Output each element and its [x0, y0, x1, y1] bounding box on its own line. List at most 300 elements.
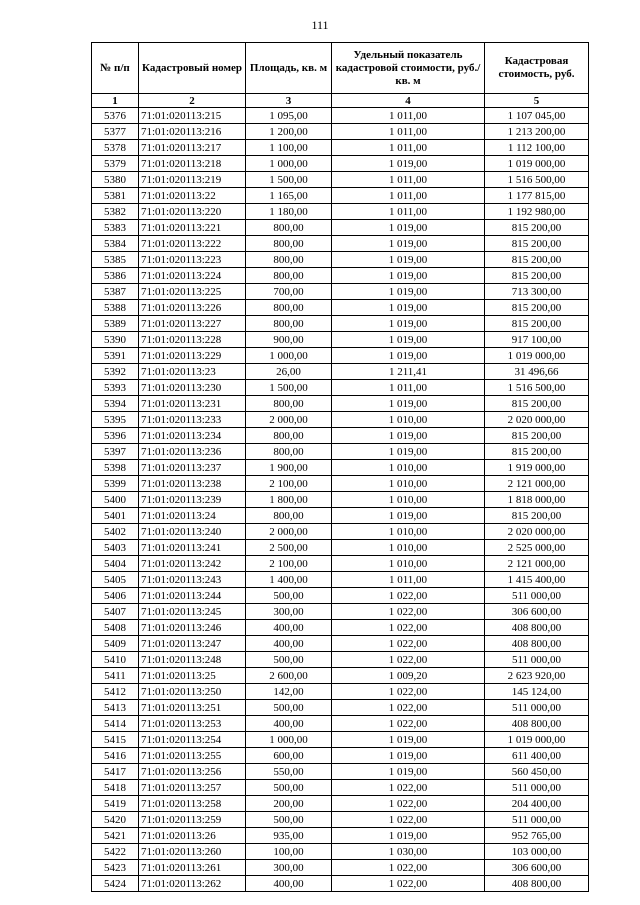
specific-value-cell: 1 022,00: [332, 636, 485, 652]
specific-value-cell: 1 011,00: [332, 204, 485, 220]
table-row: [92, 476, 589, 492]
cadastral-value-cell: 1 415 400,00: [485, 572, 589, 588]
cadastral-value-cell: 1 019 000,00: [485, 348, 589, 364]
area-cell: 800,00: [246, 268, 332, 284]
row-number-cell: 5419: [92, 796, 139, 812]
specific-value-cell: 1 010,00: [332, 540, 485, 556]
row-number-cell: 5377: [92, 124, 139, 140]
cadastral-value-cell: 408 800,00: [485, 716, 589, 732]
cadastral-value-cell: 408 800,00: [485, 636, 589, 652]
area-cell: 300,00: [246, 604, 332, 620]
table-row: [92, 444, 589, 460]
specific-value-cell: 1 019,00: [332, 284, 485, 300]
cadastral-number-cell: 71:01:020113:246: [139, 620, 246, 636]
column-index: 5: [485, 94, 589, 108]
specific-value-cell: 1 022,00: [332, 796, 485, 812]
column-header-cadastral-number: Кадастровый номер: [139, 43, 246, 94]
area-cell: 800,00: [246, 236, 332, 252]
table-row: [92, 700, 589, 716]
area-cell: 900,00: [246, 332, 332, 348]
row-number-cell: 5399: [92, 476, 139, 492]
area-cell: 400,00: [246, 620, 332, 636]
area-cell: 800,00: [246, 444, 332, 460]
cadastral-number-cell: 71:01:020113:231: [139, 396, 246, 412]
cadastral-value-cell: 306 600,00: [485, 604, 589, 620]
specific-value-cell: 1 022,00: [332, 684, 485, 700]
cadastral-value-cell: 815 200,00: [485, 268, 589, 284]
row-number-cell: 5396: [92, 428, 139, 444]
table-row: [92, 588, 589, 604]
cadastral-value-cell: 1 516 500,00: [485, 172, 589, 188]
area-cell: 200,00: [246, 796, 332, 812]
table-row: [92, 652, 589, 668]
cadastral-number-cell: 71:01:020113:234: [139, 428, 246, 444]
column-header-cadastral-value: Кадастровая стоимость, руб.: [485, 43, 589, 94]
table-row: [92, 172, 589, 188]
cadastral-value-cell: 145 124,00: [485, 684, 589, 700]
specific-value-cell: 1 010,00: [332, 476, 485, 492]
row-number-cell: 5405: [92, 572, 139, 588]
table-row: [92, 540, 589, 556]
cadastral-number-cell: 71:01:020113:251: [139, 700, 246, 716]
cadastral-number-cell: 71:01:020113:247: [139, 636, 246, 652]
specific-value-cell: 1 019,00: [332, 236, 485, 252]
row-number-cell: 5386: [92, 268, 139, 284]
table-row: [92, 124, 589, 140]
cadastral-number-cell: 71:01:020113:22: [139, 188, 246, 204]
column-index: 2: [139, 94, 246, 108]
area-cell: 1 200,00: [246, 124, 332, 140]
table-row: [92, 844, 589, 860]
table-row: [92, 684, 589, 700]
row-number-cell: 5390: [92, 332, 139, 348]
area-cell: 1 900,00: [246, 460, 332, 476]
table-row: [92, 348, 589, 364]
specific-value-cell: 1 019,00: [332, 828, 485, 844]
cadastral-number-cell: 71:01:020113:241: [139, 540, 246, 556]
cadastral-value-cell: 1 919 000,00: [485, 460, 589, 476]
cadastral-value-cell: 2 525 000,00: [485, 540, 589, 556]
cadastral-value-cell: 815 200,00: [485, 252, 589, 268]
area-cell: 1 500,00: [246, 380, 332, 396]
specific-value-cell: 1 011,00: [332, 188, 485, 204]
row-number-cell: 5397: [92, 444, 139, 460]
cadastral-number-cell: 71:01:020113:243: [139, 572, 246, 588]
cadastral-value-cell: 511 000,00: [485, 812, 589, 828]
area-cell: 935,00: [246, 828, 332, 844]
row-number-cell: 5402: [92, 524, 139, 540]
cadastral-number-cell: 71:01:020113:224: [139, 268, 246, 284]
cadastral-number-cell: 71:01:020113:215: [139, 108, 246, 124]
row-number-cell: 5378: [92, 140, 139, 156]
specific-value-cell: 1 022,00: [332, 588, 485, 604]
column-index-row: [92, 94, 589, 108]
cadastral-number-cell: 71:01:020113:25: [139, 668, 246, 684]
cadastral-value-cell: 511 000,00: [485, 780, 589, 796]
specific-value-cell: 1 009,20: [332, 668, 485, 684]
row-number-cell: 5416: [92, 748, 139, 764]
table-row: [92, 732, 589, 748]
cadastral-number-cell: 71:01:020113:216: [139, 124, 246, 140]
cadastral-value-cell: 560 450,00: [485, 764, 589, 780]
row-number-cell: 5381: [92, 188, 139, 204]
cadastral-value-cell: 815 200,00: [485, 508, 589, 524]
table-row: [92, 236, 589, 252]
column-index: 4: [332, 94, 485, 108]
row-number-cell: 5385: [92, 252, 139, 268]
area-cell: 2 500,00: [246, 540, 332, 556]
row-number-cell: 5393: [92, 380, 139, 396]
table-row: [92, 380, 589, 396]
table-row: [92, 636, 589, 652]
table-row: [92, 396, 589, 412]
row-number-cell: 5412: [92, 684, 139, 700]
page-number: 111: [311, 18, 329, 32]
cadastral-number-cell: 71:01:020113:230: [139, 380, 246, 396]
specific-value-cell: 1 022,00: [332, 876, 485, 892]
cadastral-value-cell: 815 200,00: [485, 396, 589, 412]
cadastral-number-cell: 71:01:020113:259: [139, 812, 246, 828]
area-cell: 142,00: [246, 684, 332, 700]
cadastral-number-cell: 71:01:020113:225: [139, 284, 246, 300]
area-cell: 100,00: [246, 844, 332, 860]
specific-value-cell: 1 010,00: [332, 556, 485, 572]
table-row: [92, 796, 589, 812]
cadastral-number-cell: 71:01:020113:250: [139, 684, 246, 700]
cadastral-value-cell: 815 200,00: [485, 300, 589, 316]
row-number-cell: 5376: [92, 108, 139, 124]
specific-value-cell: 1 019,00: [332, 156, 485, 172]
table-row: [92, 604, 589, 620]
cadastral-number-cell: 71:01:020113:237: [139, 460, 246, 476]
cadastral-value-cell: 1 019 000,00: [485, 732, 589, 748]
row-number-cell: 5415: [92, 732, 139, 748]
area-cell: 1 400,00: [246, 572, 332, 588]
cadastral-value-cell: 815 200,00: [485, 428, 589, 444]
cadastral-value-cell: 2 623 920,00: [485, 668, 589, 684]
row-number-cell: 5420: [92, 812, 139, 828]
row-number-cell: 5406: [92, 588, 139, 604]
specific-value-cell: 1 022,00: [332, 780, 485, 796]
row-number-cell: 5394: [92, 396, 139, 412]
specific-value-cell: 1 022,00: [332, 604, 485, 620]
specific-value-cell: 1 011,00: [332, 380, 485, 396]
specific-value-cell: 1 010,00: [332, 524, 485, 540]
table-header-row: [92, 43, 589, 94]
cadastral-number-cell: 71:01:020113:242: [139, 556, 246, 572]
row-number-cell: 5382: [92, 204, 139, 220]
specific-value-cell: 1 011,00: [332, 140, 485, 156]
area-cell: 800,00: [246, 252, 332, 268]
cadastral-value-cell: 1 516 500,00: [485, 380, 589, 396]
area-cell: 400,00: [246, 636, 332, 652]
table-row: [92, 316, 589, 332]
row-number-cell: 5414: [92, 716, 139, 732]
specific-value-cell: 1 019,00: [332, 348, 485, 364]
row-number-cell: 5388: [92, 300, 139, 316]
specific-value-cell: 1 010,00: [332, 460, 485, 476]
area-cell: 400,00: [246, 876, 332, 892]
cadastral-number-cell: 71:01:020113:238: [139, 476, 246, 492]
row-number-cell: 5411: [92, 668, 139, 684]
cadastral-value-cell: 511 000,00: [485, 588, 589, 604]
row-number-cell: 5401: [92, 508, 139, 524]
row-number-cell: 5384: [92, 236, 139, 252]
area-cell: 1 000,00: [246, 732, 332, 748]
column-index: 3: [246, 94, 332, 108]
area-cell: 300,00: [246, 860, 332, 876]
cadastral-value-cell: 2 121 000,00: [485, 556, 589, 572]
area-cell: 800,00: [246, 508, 332, 524]
area-cell: 1 000,00: [246, 348, 332, 364]
row-number-cell: 5380: [92, 172, 139, 188]
area-cell: 1 800,00: [246, 492, 332, 508]
table-row: [92, 780, 589, 796]
specific-value-cell: 1 022,00: [332, 716, 485, 732]
row-number-cell: 5409: [92, 636, 139, 652]
area-cell: 2 100,00: [246, 476, 332, 492]
cadastral-number-cell: 71:01:020113:239: [139, 492, 246, 508]
row-number-cell: 5398: [92, 460, 139, 476]
specific-value-cell: 1 019,00: [332, 268, 485, 284]
specific-value-cell: 1 019,00: [332, 428, 485, 444]
cadastral-number-cell: 71:01:020113:254: [139, 732, 246, 748]
cadastral-number-cell: 71:01:020113:244: [139, 588, 246, 604]
cadastral-number-cell: 71:01:020113:222: [139, 236, 246, 252]
row-number-cell: 5417: [92, 764, 139, 780]
cadastral-value-cell: 917 100,00: [485, 332, 589, 348]
cadastral-value-cell: 815 200,00: [485, 444, 589, 460]
table-row: [92, 300, 589, 316]
cadastral-number-cell: 71:01:020113:221: [139, 220, 246, 236]
area-cell: 800,00: [246, 396, 332, 412]
specific-value-cell: 1 019,00: [332, 252, 485, 268]
cadastral-number-cell: 71:01:020113:258: [139, 796, 246, 812]
cadastral-value-cell: 306 600,00: [485, 860, 589, 876]
cadastral-number-cell: 71:01:020113:245: [139, 604, 246, 620]
specific-value-cell: 1 019,00: [332, 748, 485, 764]
cadastral-value-cell: 2 020 000,00: [485, 412, 589, 428]
table-row: [92, 332, 589, 348]
specific-value-cell: 1 022,00: [332, 860, 485, 876]
table-body: [92, 108, 589, 892]
cadastral-value-cell: 408 800,00: [485, 876, 589, 892]
specific-value-cell: 1 022,00: [332, 700, 485, 716]
area-cell: 800,00: [246, 300, 332, 316]
cadastral-value-cell: 31 496,66: [485, 364, 589, 380]
row-number-cell: 5423: [92, 860, 139, 876]
cadastral-number-cell: 71:01:020113:227: [139, 316, 246, 332]
cadastral-number-cell: 71:01:020113:229: [139, 348, 246, 364]
area-cell: 500,00: [246, 780, 332, 796]
table-row: [92, 268, 589, 284]
row-number-cell: 5407: [92, 604, 139, 620]
cadastral-value-cell: 1 177 815,00: [485, 188, 589, 204]
table-row: [92, 748, 589, 764]
area-cell: 500,00: [246, 652, 332, 668]
table-row: [92, 508, 589, 524]
cadastral-number-cell: 71:01:020113:233: [139, 412, 246, 428]
cadastral-value-cell: 103 000,00: [485, 844, 589, 860]
row-number-cell: 5395: [92, 412, 139, 428]
row-number-cell: 5400: [92, 492, 139, 508]
row-number-cell: 5392: [92, 364, 139, 380]
table-row: [92, 828, 589, 844]
cadastral-number-cell: 71:01:020113:240: [139, 524, 246, 540]
table-row: [92, 556, 589, 572]
table-row: [92, 156, 589, 172]
cadastral-number-cell: 71:01:020113:256: [139, 764, 246, 780]
table-row: [92, 620, 589, 636]
table-row: [92, 716, 589, 732]
cadastral-value-cell: 611 400,00: [485, 748, 589, 764]
cadastral-value-cell: 1 019 000,00: [485, 156, 589, 172]
area-cell: 800,00: [246, 316, 332, 332]
area-cell: 2 000,00: [246, 524, 332, 540]
cadastral-value-cell: 1 192 980,00: [485, 204, 589, 220]
row-number-cell: 5410: [92, 652, 139, 668]
table-row: [92, 204, 589, 220]
area-cell: 1 000,00: [246, 156, 332, 172]
table-row: [92, 860, 589, 876]
table-row: [92, 428, 589, 444]
cadastral-value-cell: 1 818 000,00: [485, 492, 589, 508]
row-number-cell: 5404: [92, 556, 139, 572]
specific-value-cell: 1 019,00: [332, 220, 485, 236]
table-row: [92, 108, 589, 124]
cadastral-value-cell: 713 300,00: [485, 284, 589, 300]
cadastral-value-table: [91, 42, 589, 892]
specific-value-cell: 1 030,00: [332, 844, 485, 860]
cadastral-value-cell: 1 107 045,00: [485, 108, 589, 124]
specific-value-cell: 1 211,41: [332, 364, 485, 380]
table-row: [92, 412, 589, 428]
cadastral-number-cell: 71:01:020113:261: [139, 860, 246, 876]
specific-value-cell: 1 010,00: [332, 412, 485, 428]
specific-value-cell: 1 011,00: [332, 108, 485, 124]
cadastral-number-cell: 71:01:020113:253: [139, 716, 246, 732]
cadastral-number-cell: 71:01:020113:226: [139, 300, 246, 316]
cadastral-value-cell: 1 213 200,00: [485, 124, 589, 140]
area-cell: 550,00: [246, 764, 332, 780]
area-cell: 800,00: [246, 220, 332, 236]
table-row: [92, 364, 589, 380]
area-cell: 2 000,00: [246, 412, 332, 428]
cadastral-number-cell: 71:01:020113:248: [139, 652, 246, 668]
specific-value-cell: 1 022,00: [332, 812, 485, 828]
table-row: [92, 524, 589, 540]
table-row: [92, 252, 589, 268]
row-number-cell: 5422: [92, 844, 139, 860]
specific-value-cell: 1 022,00: [332, 620, 485, 636]
column-header-number: № п/п: [92, 43, 139, 94]
area-cell: 1 500,00: [246, 172, 332, 188]
table-row: [92, 460, 589, 476]
cadastral-number-cell: 71:01:020113:23: [139, 364, 246, 380]
area-cell: 1 100,00: [246, 140, 332, 156]
specific-value-cell: 1 019,00: [332, 508, 485, 524]
area-cell: 2 600,00: [246, 668, 332, 684]
row-number-cell: 5383: [92, 220, 139, 236]
area-cell: 500,00: [246, 588, 332, 604]
cadastral-number-cell: 71:01:020113:255: [139, 748, 246, 764]
row-number-cell: 5413: [92, 700, 139, 716]
cadastral-number-cell: 71:01:020113:217: [139, 140, 246, 156]
cadastral-value-cell: 815 200,00: [485, 316, 589, 332]
row-number-cell: 5418: [92, 780, 139, 796]
specific-value-cell: 1 010,00: [332, 492, 485, 508]
area-cell: 400,00: [246, 716, 332, 732]
row-number-cell: 5391: [92, 348, 139, 364]
table-row: [92, 492, 589, 508]
area-cell: 500,00: [246, 812, 332, 828]
specific-value-cell: 1 019,00: [332, 316, 485, 332]
row-number-cell: 5424: [92, 876, 139, 892]
area-cell: 1 165,00: [246, 188, 332, 204]
cadastral-value-cell: 815 200,00: [485, 236, 589, 252]
row-number-cell: 5379: [92, 156, 139, 172]
area-cell: 600,00: [246, 748, 332, 764]
cadastral-number-cell: 71:01:020113:228: [139, 332, 246, 348]
cadastral-value-cell: 952 765,00: [485, 828, 589, 844]
table-row: [92, 140, 589, 156]
row-number-cell: 5389: [92, 316, 139, 332]
cadastral-number-cell: 71:01:020113:262: [139, 876, 246, 892]
table-row: [92, 812, 589, 828]
row-number-cell: 5408: [92, 620, 139, 636]
specific-value-cell: 1 011,00: [332, 172, 485, 188]
specific-value-cell: 1 011,00: [332, 572, 485, 588]
specific-value-cell: 1 019,00: [332, 300, 485, 316]
specific-value-cell: 1 019,00: [332, 444, 485, 460]
area-cell: 700,00: [246, 284, 332, 300]
table-row: [92, 668, 589, 684]
column-header-specific-value: Удельный показатель кадастровой стоимости, руб./кв. м: [332, 43, 485, 94]
area-cell: 2 100,00: [246, 556, 332, 572]
specific-value-cell: 1 019,00: [332, 732, 485, 748]
area-cell: 1 180,00: [246, 204, 332, 220]
table-row: [92, 764, 589, 780]
row-number-cell: 5387: [92, 284, 139, 300]
cadastral-value-cell: 511 000,00: [485, 652, 589, 668]
cadastral-number-cell: 71:01:020113:257: [139, 780, 246, 796]
cadastral-number-cell: 71:01:020113:236: [139, 444, 246, 460]
cadastral-value-cell: 408 800,00: [485, 620, 589, 636]
specific-value-cell: 1 019,00: [332, 396, 485, 412]
column-index: 1: [92, 94, 139, 108]
area-cell: 1 095,00: [246, 108, 332, 124]
table-row: [92, 284, 589, 300]
cadastral-value-cell: 2 020 000,00: [485, 524, 589, 540]
cadastral-value-cell: 2 121 000,00: [485, 476, 589, 492]
area-cell: 26,00: [246, 364, 332, 380]
table-row: [92, 572, 589, 588]
cadastral-number-cell: 71:01:020113:220: [139, 204, 246, 220]
specific-value-cell: 1 011,00: [332, 124, 485, 140]
cadastral-number-cell: 71:01:020113:24: [139, 508, 246, 524]
cadastral-value-cell: 815 200,00: [485, 220, 589, 236]
cadastral-number-cell: 71:01:020113:26: [139, 828, 246, 844]
specific-value-cell: 1 019,00: [332, 332, 485, 348]
cadastral-number-cell: 71:01:020113:260: [139, 844, 246, 860]
area-cell: 800,00: [246, 428, 332, 444]
cadastral-number-cell: 71:01:020113:219: [139, 172, 246, 188]
table-row: [92, 188, 589, 204]
cadastral-value-cell: 511 000,00: [485, 700, 589, 716]
row-number-cell: 5403: [92, 540, 139, 556]
row-number-cell: 5421: [92, 828, 139, 844]
specific-value-cell: 1 022,00: [332, 652, 485, 668]
